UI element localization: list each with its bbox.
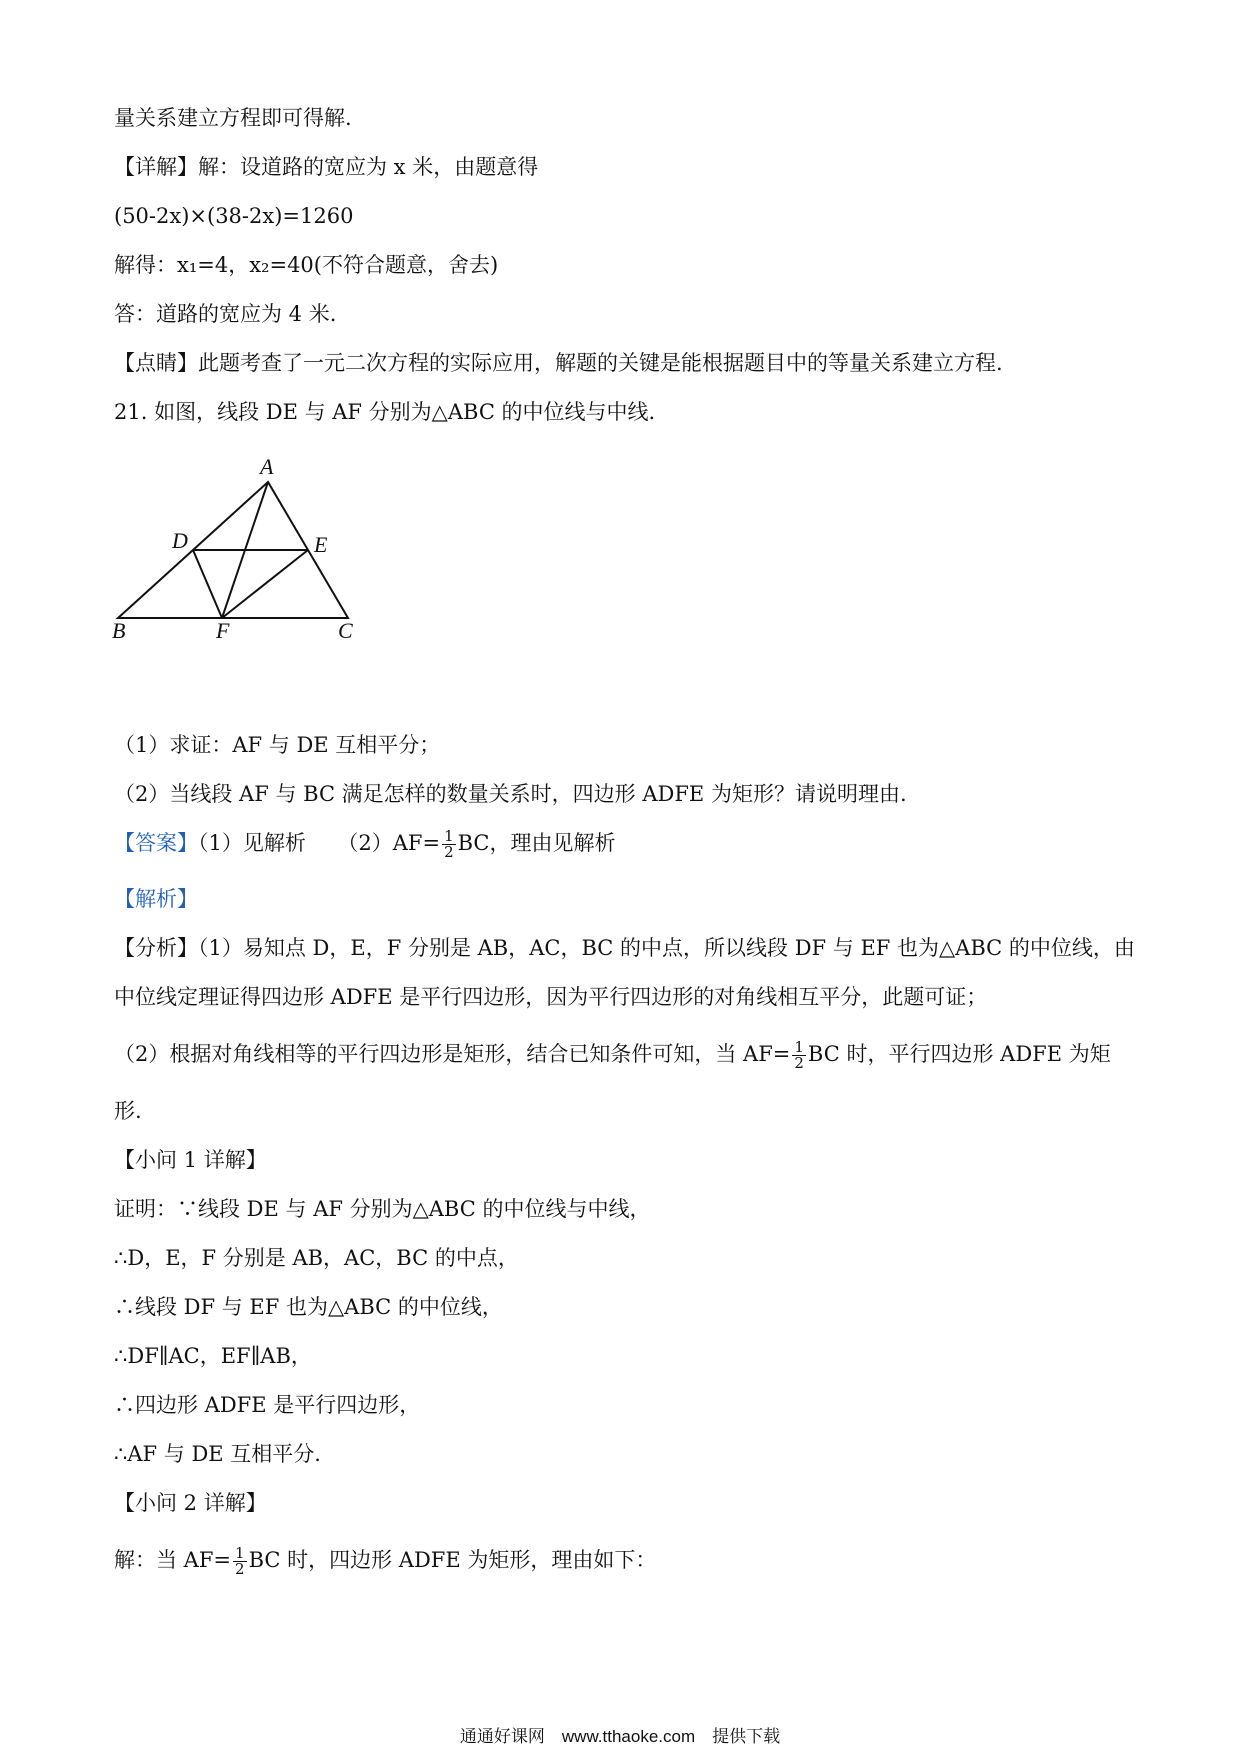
- text-line: 解：当 AF= $\frac{1}{2}$ BC 时，四边形 ADFE 为矩形，理由如下：: [114, 1544, 657, 1578]
- analysis-tag: 【解析】: [114, 887, 198, 911]
- text-line: ∴D，E，F 分别是 AB，AC，BC 的中点，: [114, 1246, 519, 1270]
- sub-question-2: （2）当线段 AF 与 BC 满足怎样的数量关系时，四边形 ADFE 为矩形？请说明理由.: [114, 782, 907, 806]
- text-line: ∴DF∥AC，EF∥AB，: [114, 1344, 312, 1368]
- fraction: $\frac{1}{2}$: [794, 1038, 804, 1072]
- text-line: ∴AF 与 DE 互相平分.: [114, 1442, 321, 1466]
- label-C: C: [338, 618, 353, 643]
- text-line: 解得：x₁=4，x₂=40(不符合题意，舍去): [114, 253, 499, 277]
- text-line: ∴四边形 ADFE 是平行四边形，: [114, 1393, 421, 1417]
- text-line: 证明：∵线段 DE 与 AF 分别为△ABC 的中位线与中线，: [114, 1197, 651, 1221]
- text-line: 形.: [114, 1099, 142, 1123]
- sub-question-1: （1）求证：AF 与 DE 互相平分；: [114, 733, 441, 757]
- text-line: ∴线段 DF 与 EF 也为△ABC 的中位线，: [114, 1295, 503, 1319]
- text-line: 【分析】（1）易知点 D，E，F 分别是 AB，AC，BC 的中点，所以线段 DF 与 EF 也为△ABC 的中位线，由: [114, 936, 1135, 960]
- section-heading: 【小问 1 详解】: [114, 1148, 267, 1172]
- text-line: （2）根据对角线相等的平行四边形是矩形，结合已知条件可知，当 AF= $\frac{1}{2}$ BC 时，平行四边形 ADFE 为矩: [114, 1038, 1111, 1072]
- label-E: E: [314, 532, 328, 557]
- label-A: A: [260, 454, 274, 479]
- text-line: 答：道路的宽应为 4 米.: [114, 302, 337, 326]
- equation-line: (50-2x)×(38-2x)=1260: [114, 204, 354, 228]
- label-D: D: [172, 528, 188, 553]
- label-B: B: [112, 618, 126, 643]
- answer-line: [114, 828, 1180, 860]
- text-line: 量关系建立方程即可得解.: [114, 106, 352, 130]
- triangle-figure: [100, 440, 420, 650]
- section-heading: 【小问 2 详解】: [114, 1491, 267, 1515]
- fraction: $\frac{1}{2}$: [444, 827, 454, 861]
- question-title: 21. 如图，线段 DE 与 AF 分别为△ABC 的中位线与中线.: [114, 400, 656, 424]
- text-line: 中位线定理证得四边形 ADFE 是平行四边形，因为平行四边形的对角线相互平分，此题可证；: [114, 985, 988, 1009]
- label-F: F: [216, 618, 230, 643]
- answer-text: （1）见解析 （2）AF=: [198, 831, 441, 855]
- fraction: $\frac{1}{2}$: [235, 1544, 245, 1578]
- footer-watermark: 通通好课网 www.tthaoke.com 提供下载: [459, 1727, 781, 1746]
- answer-text: BC，理由见解析: [457, 831, 616, 855]
- text-line: 【点睛】此题考查了一元二次方程的实际应用，解题的关键是能根据题目中的等量关系建立方程.: [114, 351, 1003, 375]
- answer-tag: 【答案】: [114, 831, 198, 855]
- text-line: 【详解】解：设道路的宽应为 x 米，由题意得: [114, 155, 539, 179]
